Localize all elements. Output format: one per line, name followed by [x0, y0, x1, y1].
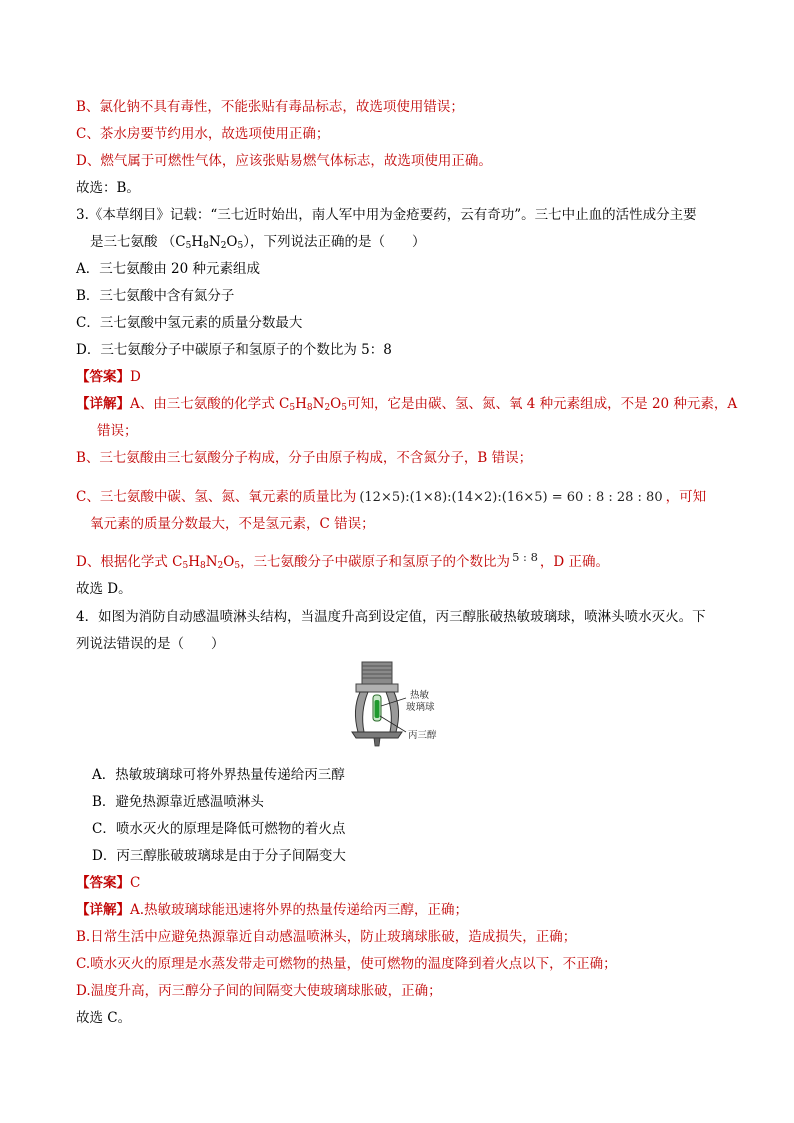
atom-ratio-formula: 5 : 8 [512, 550, 538, 564]
q3-detail-b: B、三七氨酸由三七氨酸分子构成，分子由原子构成，不含氮分子，B 错误； [76, 450, 533, 466]
deflector [352, 732, 402, 738]
q2-option-d-explanation: D、燃气属于可燃性气体，应该张贴易燃气体标志，故选项使用正确。 [76, 153, 492, 169]
sprinkler-collar [356, 684, 398, 692]
q3-detail-d: D、根据化学式 $C_5H_8N_2O_5$，三七氨酸分子中碳原子和氢原子的个数比为 5 : 8 ，D 正确。 [76, 550, 610, 571]
q4-detail-b: B.日常生活中应避免热源靠近自动感温喷淋头，防止玻璃球胀破，造成损失，正确； [76, 929, 577, 945]
q2-option-b-explanation: B、氯化钠不具有毒性，不能张贴有毒品标志，故选项使用错误； [76, 99, 464, 115]
q3-option-d: D．三七氨酸分子中碳原子和氢原子的个数比为 5：8 [76, 342, 392, 358]
q4-conclusion: 故选 C。 [76, 1010, 132, 1026]
glycerol-liquid [375, 700, 380, 718]
q3-stem-line2: 是三七氨酸 $(C_5H_8N_2O_5)$，下列说法正确的是（ ） [90, 234, 426, 251]
sprinkler-thread [362, 662, 392, 684]
q4-option-d: D．丙三醇胀破玻璃球是由于分子间隔变大 [92, 848, 346, 864]
mass-ratio-formula: (12×5):(1×8):(14×2):(16×5) = 60 : 8 : 28 : 80 [359, 490, 663, 505]
q4-detail-d: D.温度升高，丙三醇分子间的间隔变大使玻璃球胀破，正确； [76, 983, 442, 999]
q3-option-a: A．三七氨酸由 20 种元素组成 [76, 261, 261, 277]
q3-answer: 【答案】D [76, 369, 141, 385]
q4-option-b: B．避免热源靠近感温喷淋头 [92, 794, 264, 810]
q3-option-c: C．三七氨酸中氢元素的质量分数最大 [76, 315, 303, 331]
q2-conclusion: 故选：B。 [76, 180, 140, 196]
q4-stem-line1: 4．如图为消防自动感温喷淋头结构，当温度升高到设定值，丙三醇胀破热敏玻璃球，喷淋头喷水灭火。下 [76, 609, 706, 625]
q3-detail-c-cont: 氧元素的质量分数最大，不是氢元素，C 错误； [90, 516, 375, 532]
q3-conclusion: 故选 D。 [76, 581, 132, 597]
sprinkler-frame [355, 692, 368, 732]
q3-stem-line1: 3.《本草纲目》记载：“三七近时始出，南人军中用为金疮要药，云有奇功”。三七中止血的活性成分主要 [76, 207, 697, 223]
q2-option-c-explanation: C、茶水房要节约用水，故选项使用正确； [76, 126, 330, 142]
q4-stem-line2: 列说法错误的是（ ） [76, 636, 225, 652]
q3-option-b: B．三七氨酸中含有氮分子 [76, 288, 235, 304]
q3-detail-a: 【详解】A、由三七氨酸的化学式 $C_5H_8N_2O_5$可知，它是由碳、氢、氮、氧 4 种元素组成，不是 20 种元素，A [76, 396, 738, 413]
q4-detail-c: C.喷水灭火的原理是水蒸发带走可燃物的热量，使可燃物的温度降到着火点以下，不正确； [76, 956, 617, 972]
q4-detail-a: 【详解】A.热敏玻璃球能迅速将外界的热量传递给丙三醇，正确； [76, 902, 469, 918]
q4-option-c: C．喷水灭火的原理是降低可燃物的着火点 [92, 821, 346, 837]
q3-detail-c: C、三七氨酸中碳、氢、氮、氧元素的质量比为 (12×5):(1×8):(14×2):(16×5) = 60 : 8 : 28 : 80 ，可知 [76, 487, 706, 508]
q4-option-a: A．热敏玻璃球可将外界热量传递给丙三醇 [92, 767, 345, 783]
figure-label-glass-bulb: 玻璃球 [406, 702, 435, 713]
q3-detail-a-cont: 错误； [97, 423, 138, 439]
figure-label-heat-sensitive: 热敏 [410, 690, 430, 701]
q4-answer: 【答案】C [76, 875, 141, 891]
figure-label-glycerol: 丙三醇 [408, 730, 437, 741]
